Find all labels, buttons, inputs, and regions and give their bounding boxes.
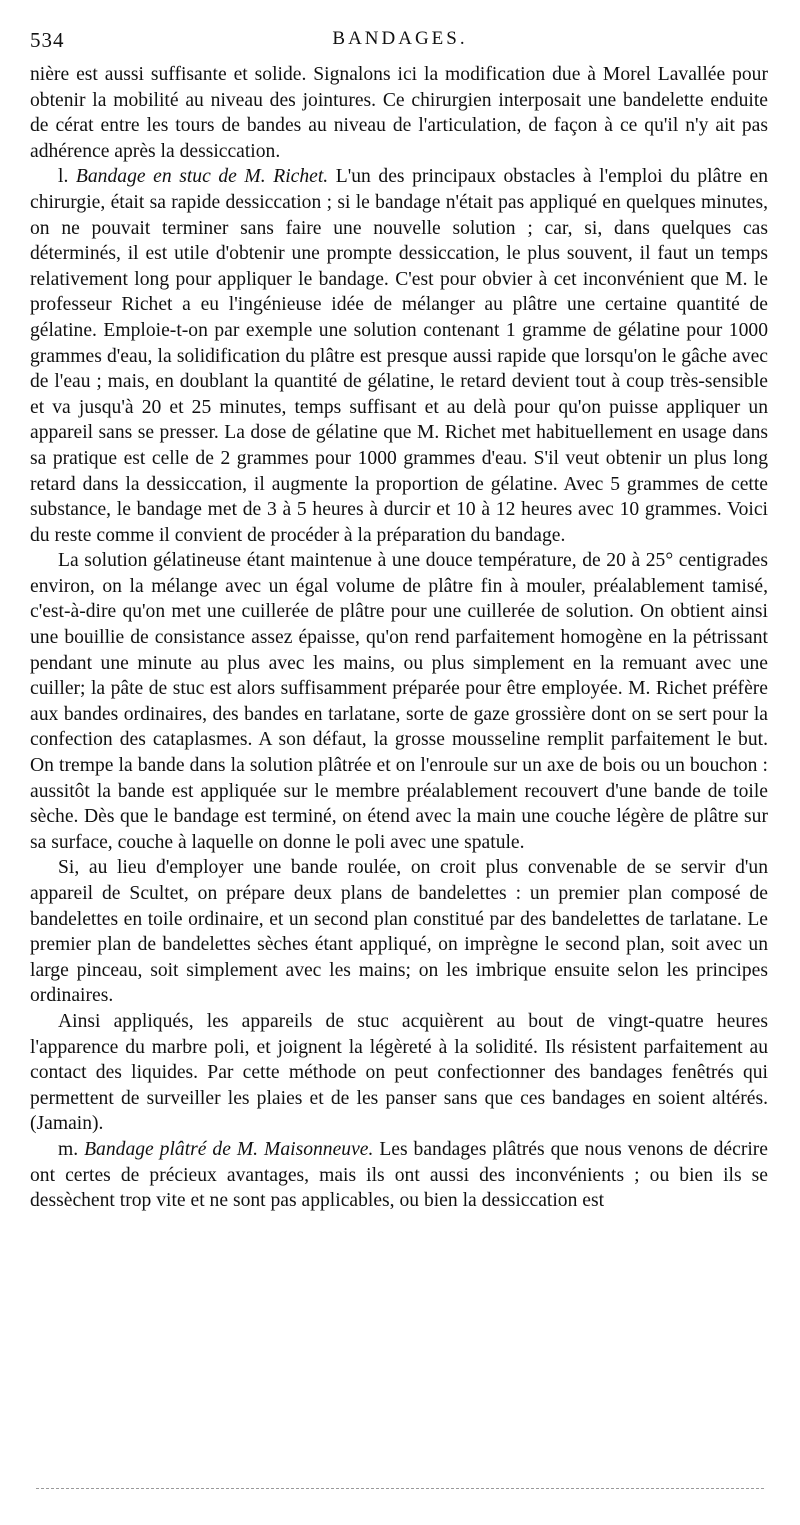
section-letter: l.	[58, 166, 69, 188]
paragraph-scultet	[30, 855, 768, 1009]
paragraph-text: Ainsi appliqués, les appareils de stuc acquièrent au bout de vingt-quatre heures l'apparence du marbre poli, et joignent la légèreté à la solidité. Ils résistent parfaitement au contact des liquides. Par cette méthode on peut confectionner des bandages fenêtrés qui permettent de surveiller les plaies et de les panser sans que ces bandages en soient altérés. (Jamain).	[30, 1010, 768, 1135]
paragraph-text: Si, au lieu d'employer une bande roulée, on croit plus convenable de se servir d'un appareil de Scultet, on prépare deux plans de bandelettes : un premier plan composé de bandelettes en toile ordinaire, et un second plan constitué par des bandelettes de tarlatane. Le premier plan de bandelettes sèches étant appliqué, on imprègne le second plan, soit avec un large pinceau, soit simplement avec les mains; on les imbrique ensuite selon les principes ordinaires.	[30, 857, 768, 1007]
bottom-rule	[36, 1488, 764, 1489]
page-header	[30, 28, 770, 58]
paragraph-text: L'un des principaux obstacles à l'emploi du plâtre en chirurgie, était sa rapide dessiccation ; si le bandage n'était pas appliqué en quelques minutes, on ne pouvait terminer sans faire une nouvelle solution ; car, si, dans quelques cas déterminés, il est utile d'obtenir une prompte dessiccation, le plus souvent, il faut un temps relativement long pour appliquer le bandage. C'est pour obvier à cet inconvénient que M. le professeur Richet a eu l'ingénieuse idée de mélanger au plâtre une certaine quantité de gélatine. Emploie-t-on par exemple une solution contenant 1 gramme de gélatine pour 1000 grammes d'eau, la solidification du plâtre est presque aussi rapide que lorsqu'on le gâche avec de l'eau ; mais, en doublant la quantité de gélatine, le retard devient tout à coup très-sensible et va jusqu'à 20 et 25 minutes, temps suffisant et au delà pour qu'on puisse appliquer un appareil sans se presser. La dose de gélatine que M. Richet met habituellement en usage dans sa pratique est celle de 2 grammes pour 1000 grammes d'eau. S'il veut obtenir un plus long retard dans la dessiccation, il augmente la proportion de gélatine. Avec 5 grammes de cette substance, le bandage met de 3 à 5 heures à durcir et 10 à 12 heures avec 10 grammes. Voici du reste comme il convient de procéder à la préparation du bandage.	[30, 166, 768, 546]
paragraph-section-m	[30, 1137, 768, 1214]
paragraph-stuc	[30, 1009, 768, 1137]
section-letter: m.	[58, 1138, 79, 1160]
section-heading: Bandage plâtré de M. Maisonneuve.	[84, 1138, 374, 1160]
paragraph-text: nière est aussi suffisante et solide. Signalons ici la modification due à Morel Lavallée pour obtenir la mobilité au niveau des jointures. Ce chirurgien interposait une bandelette enduite de cérat entre les tours de bandes au niveau de l'articulation, de façon à ce qu'il n'y ait pas adhérence après la dessiccation.	[30, 64, 768, 162]
body-text	[30, 62, 768, 1214]
paragraph-text: Les bandages plâtrés que nous venons de décrire ont certes de précieux avantages, mais ils ont aussi des inconvénients ; ou bien ils se dessèchent trop vite et ne sont pas applicables, ou bien la dessiccation est	[30, 1138, 769, 1212]
section-heading: Bandage en stuc de M. Richet.	[75, 166, 329, 188]
running-head: BANDAGES.	[332, 28, 468, 49]
paragraph-continuation	[30, 62, 768, 164]
paragraph-text: La solution gélatineuse étant maintenue à une douce température, de 20 à 25° centigrades environ, on la mélange avec un égal volume de plâtre fin à mouler, préalablement tamisé, c'est-à-dire qu'on met une cuillerée de plâtre pour une cuillerée de solution. On obtient ainsi une bouillie de consistance assez épaisse, qu'on rend parfaitement homogène en la pétrissant pendant une minute au plus avec les mains, ou plus simplement en la remuant avec une cuiller; la pâte de stuc est alors suffisamment préparée pour être employée. M. Richet préfère aux bandes ordinaires, des bandes en tarlatane, sorte de gaze grossière dont on se sert pour la confection des cataplasmes. A son défaut, la grosse mousseline remplit parfaitement le but. On trempe la bande dans la solution plâtrée et on l'enroule sur un axe de bois ou un bouchon : aussitôt la bande est appliquée sur le membre préalablement recouvert d'une bande de toile sèche. Dès que le bandage est terminé, on étend avec la main une couche légère de plâtre sur sa surface, couche à laquelle on donne le poli avec une spatule.	[30, 550, 768, 853]
paragraph-solution	[30, 548, 768, 855]
page-number: 534	[30, 28, 65, 52]
paragraph-section-l	[30, 164, 768, 548]
